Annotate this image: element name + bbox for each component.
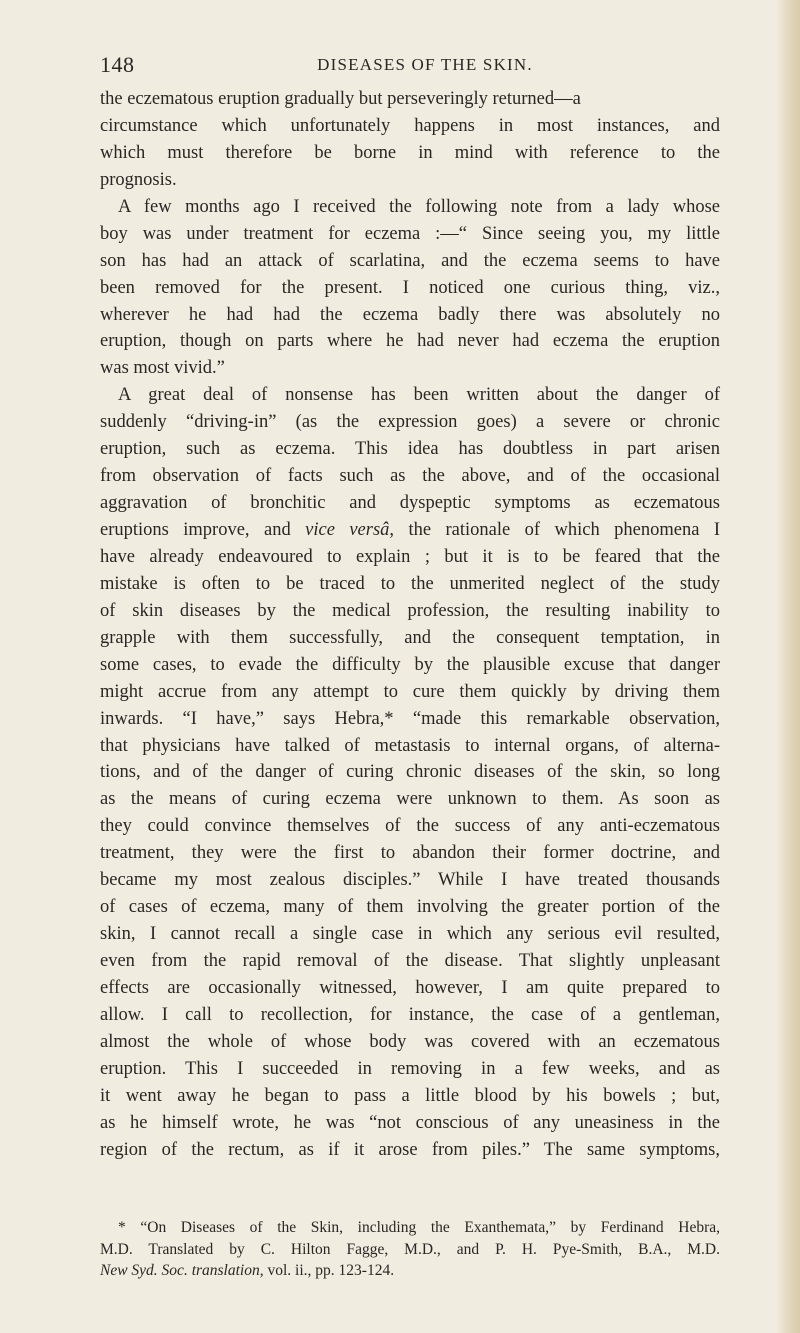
text-line: of skin diseases by the medical profession, the resulting inability to xyxy=(100,600,720,621)
text-line: as the means of curing eczema were unknown to them. As soon as xyxy=(100,789,720,810)
text-line: eruption, though on parts where he had never had eczema the eruption xyxy=(100,331,720,352)
text-line: they could convince themselves of the success of any anti-eczematous xyxy=(100,816,720,837)
footnote-line: * “On Diseases of the Skin, including the Exanthemata,” by Ferdinand Hebra, xyxy=(118,1219,720,1236)
text-line: been removed for the present. I noticed one curious thing, viz., xyxy=(100,277,720,298)
text-line: inwards. “I have,” says Hebra,* “made this remarkable observation, xyxy=(100,708,720,729)
text-line: might accrue from any attempt to cure them quickly by driving them xyxy=(100,681,720,702)
text-line: boy was under treatment for eczema :—“ Since seeing you, my little xyxy=(100,223,720,244)
text-line: that physicians have talked of metastasis to internal organs, of alterna- xyxy=(100,735,720,756)
text-line: suddenly “driving-in” (as the expression goes) a severe or chronic xyxy=(100,412,720,433)
text-line: as he himself wrote, he was “not conscious of any uneasiness in the xyxy=(100,1112,720,1133)
text-line: eruption. This I succeeded in removing in a few weeks, and as xyxy=(100,1058,720,1079)
page-edge-shadow xyxy=(776,0,800,1333)
running-head: DISEASES OF THE SKIN. xyxy=(317,55,533,74)
text-line: treatment, they were the first to abandon their former doctrine, and xyxy=(100,843,720,864)
text-line: wherever he had had the eczema badly there was absolutely no xyxy=(100,304,720,325)
text-line: prognosis. xyxy=(100,169,177,190)
text-line: eruption, such as eczema. This idea has doubtless in part arisen xyxy=(100,439,720,460)
body-text xyxy=(100,86,720,1164)
text-line: almost the whole of whose body was covered with an eczematous xyxy=(100,1031,720,1052)
text-line: A great deal of nonsense has been written about the danger of xyxy=(118,385,720,406)
text-line: circumstance which unfortunately happens in most instances, and xyxy=(100,115,720,136)
text-line: some cases, to evade the difficulty by the plausible excuse that danger xyxy=(100,654,720,675)
text-line: became my most zealous disciples.” While I have treated thousands xyxy=(100,870,720,891)
text-line: effects are occasionally witnessed, however, I am quite prepared to xyxy=(100,977,720,998)
text-line: aggravation of bronchitic and dyspeptic symptoms as eczematous xyxy=(100,493,720,514)
italic-phrase: vice versâ xyxy=(305,520,390,540)
footnote-line: New Syd. Soc. translation, vol. ii., pp. 123-124. xyxy=(100,1262,395,1279)
text-line: the eczematous eruption gradually but perseveringly returned—a xyxy=(100,89,581,109)
text-line: mistake is often to be traced to the unmerited neglect of the study xyxy=(100,573,720,594)
page-header xyxy=(100,52,720,82)
text-line: have already endeavoured to explain ; but it is to be feared that the xyxy=(100,546,720,567)
page-number: 148 xyxy=(100,52,135,77)
text-line: eruptions improve, and vice versâ, the rationale of which phenomena I xyxy=(100,520,720,540)
italic-phrase: New Syd. Soc. translation xyxy=(100,1262,260,1279)
text-line: skin, I cannot recall a single case in which any serious evil resulted, xyxy=(100,924,720,945)
text-line: son has had an attack of scarlatina, and the eczema seems to have xyxy=(100,250,720,271)
text-line: allow. I call to recollection, for instance, the case of a gentleman, xyxy=(100,1004,720,1025)
text-line: from observation of facts such as the above, and of the occasional xyxy=(100,466,720,487)
text-line: grapple with them successfully, and the consequent temptation, in xyxy=(100,627,720,648)
text-line: was most vivid.” xyxy=(100,358,225,379)
text-line: it went away he began to pass a little blood by his bowels ; but, xyxy=(100,1085,720,1106)
text-line: tions, and of the danger of curing chronic diseases of the skin, so long xyxy=(100,762,720,783)
footnote xyxy=(100,1217,720,1282)
footnote-line: M.D. Translated by C. Hilton Fagge, M.D., and P. H. Pye-Smith, B.A., M.D. xyxy=(100,1240,720,1258)
text-line: region of the rectum, as if it arose from piles.” The same symptoms, xyxy=(100,1139,720,1160)
text-line: which must therefore be borne in mind with reference to the xyxy=(100,142,720,163)
text-line: even from the rapid removal of the disease. That slightly unpleasant xyxy=(100,951,720,971)
text-line: A few months ago I received the following note from a lady whose xyxy=(118,196,720,217)
text-line: of cases of eczema, many of them involving the greater portion of the xyxy=(100,897,720,918)
